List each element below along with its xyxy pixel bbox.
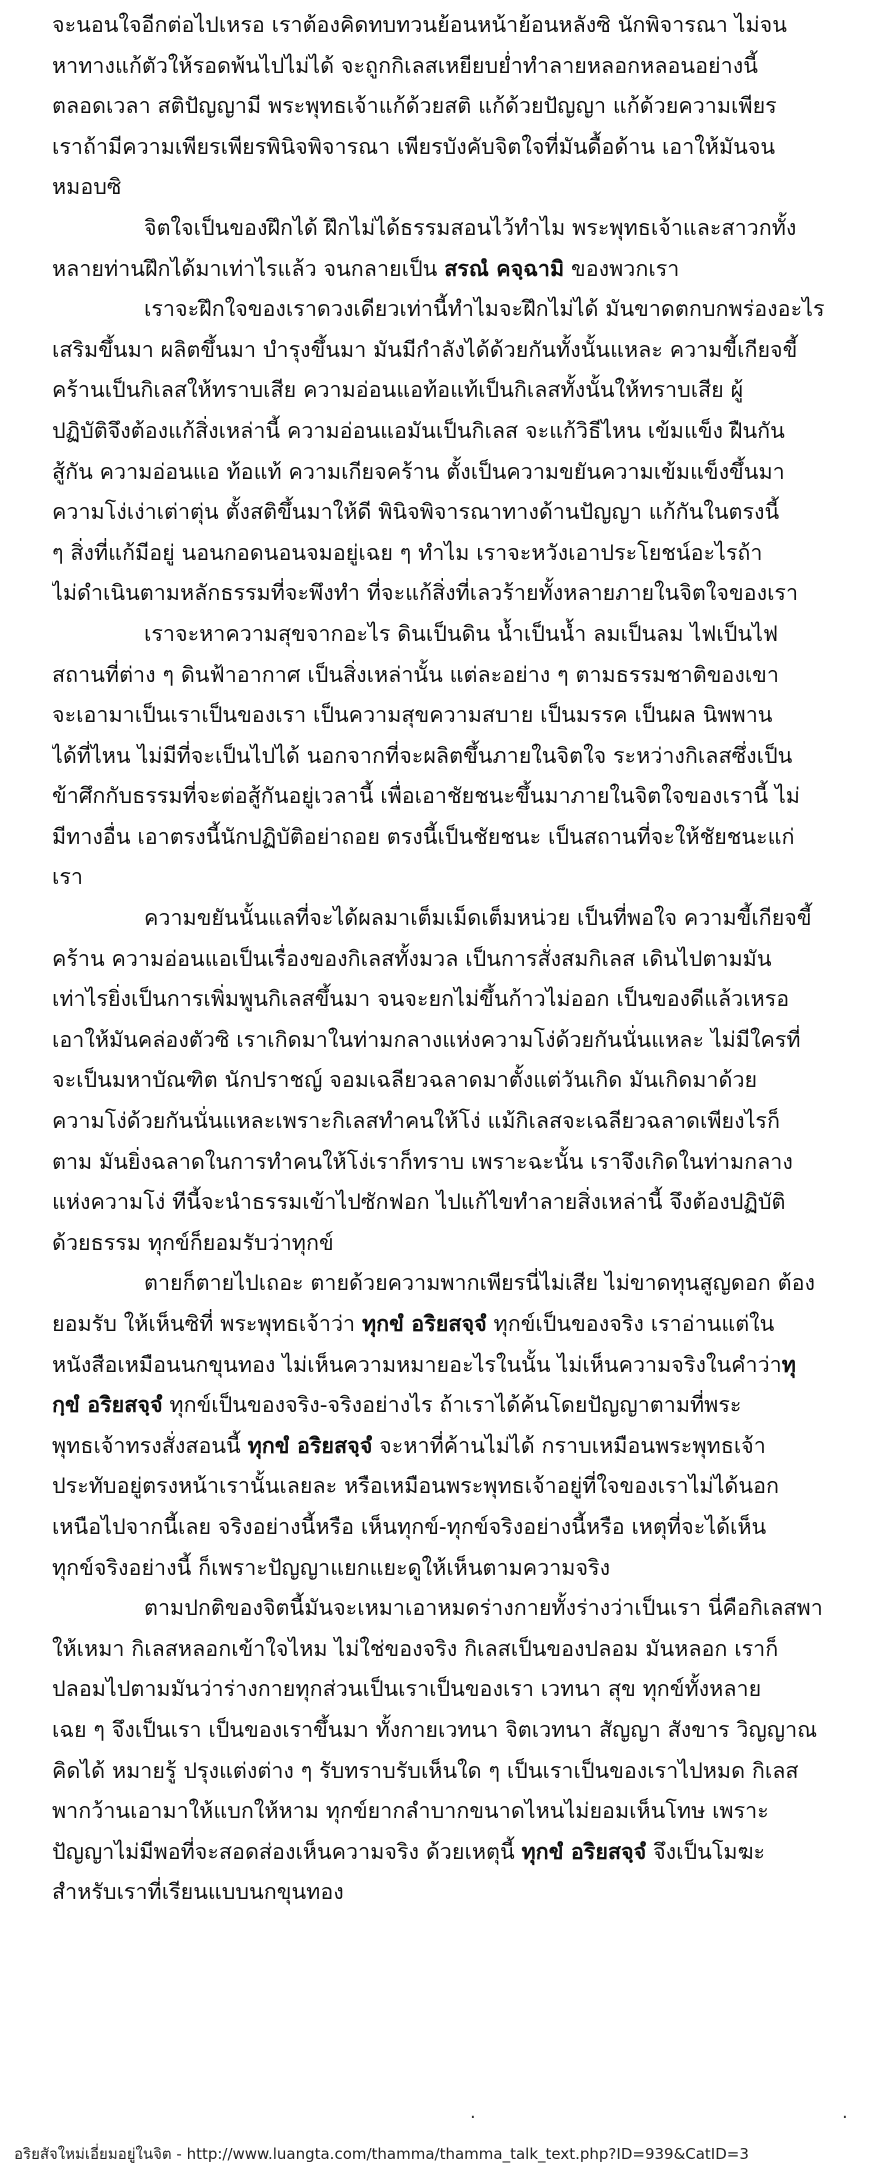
text-line: ความโง่ด้วยกันนั่นแหละเพราะกิเลสทำคนให้โง่ แม้กิเลสจะเฉลียวฉลาดเพียงไรก็ [52,1109,780,1135]
text-line: คร้าน ความอ่อนแอเป็นเรื่องของกิเลสทั้งมวล เป็นการสั่งสมกิเลส เดินไปตามมัน [52,946,772,972]
text-line: เราถ้ามีความเพียรเพียรพินิจพิจารณา เพียรบังคับจิตใจที่มันดื้อด้าน เอาให้มันจน [52,134,776,160]
text-line: ความขยันนั้นแลที่จะได้ผลมาเต็มเม็ดเต็มหน่วย เป็นที่พอใจ ความขี้เกียจขี้ [144,906,812,932]
text-run: ทุกข์เป็นของจริง-จริงอย่างไร ถ้าเราได้ค้นโดยปัญญาตามที่พระ [162,1393,742,1419]
text-line: เสริมขึ้นมา ผลิตขึ้นมา บำรุงขึ้นมา มันมีกำลังได้ด้วยกันทั้งนั้นแหละ ความขี้เกียจขี้ [52,337,798,363]
text-line: เราจะหาความสุขจากอะไร ดินเป็นดิน น้ำเป็นน้ำ ลมเป็นลม ไฟเป็นไฟ [144,621,779,647]
text-run: หนังสือเหมือนนกขุนทอง ไม่เห็นความหมายอะไรในนั้น ไม่เห็นความจริงในคำว่า [52,1352,782,1378]
text-line: ประทับอยู่ตรงหน้าเรานั้นเลยละ หรือเหมือนพระพุทธเจ้าอยู่ที่ใจของเราไม่ได้นอก [52,1474,780,1500]
text-line: สำหรับเราที่เรียนแบบนกขุนทอง [52,1880,344,1906]
text-line: เอาให้มันคล่องตัวซิ เราเกิดมาในท่ามกลางแห่งความโง่ด้วยกันนั่นแหละ ไม่มีใครที่ [52,1027,801,1053]
text-run: จะหาที่ค้านไม่ได้ กราบเหมือนพระพุทธเจ้า [372,1433,766,1459]
text-line: ตายก็ตายไปเถอะ ตายด้วยความพากเพียรนี่ไม่เสีย ไม่ขาดทุนสูญดอก ต้อง [144,1271,816,1297]
text-line: ตามปกติของจิตนี้มันจะเหมาเอาหมดร่างกายทั้งร่างว่าเป็นเรา นี่คือกิเลสพา [144,1596,823,1622]
text-run: พุทธเจ้าทรงสั่งสอนนี้ [52,1433,248,1459]
text-line [52,1386,864,1427]
text-line: หมอบซิ [52,175,122,201]
text-line: จะนอนใจอีกต่อไปเหรอ เราต้องคิดทบทวนย้อนหน้าย้อนหลังซิ นักพิจารณา ไม่จน [52,13,787,38]
text-line: แห่งความโง่ ทีนี้จะนำธรรมเข้าไปซักฟอก ไปแก้ไขทำลายสิ่งเหล่านี้ จึงต้องปฏิบัติ [52,1190,786,1216]
body-text [52,6,864,1914]
text-line: หาทางแก้ตัวให้รอดพ้นไปไม่ได้ จะถูกกิเลสเหยียบย่ำทำลายหลอกหลอนอย่างนี้ [52,53,758,79]
text-line [52,1833,864,1874]
text-run: หลายท่านฝึกได้มาเท่าไรแล้ว จนกลายเป็น [52,256,445,282]
text-run: จึงเป็นโมฆะ [646,1839,766,1865]
text-line [52,1305,864,1346]
text-line: จิตใจเป็นของฝึกได้ ฝึกไม่ได้ธรรมสอนไว้ทำไม พระพุทธเจ้าและสาวกทั้ง [144,215,797,241]
stray-mark: . [842,2102,848,2123]
text-line [52,250,864,291]
text-line: เท่าไรยิ่งเป็นการเพิ่มพูนกิเลสขึ้นมา จนจะยกไม่ขึ้นก้าวไม่ออก เป็นของดีแล้วเหรอ [52,987,790,1013]
text-line [52,1427,864,1468]
text-line: จะเป็นมหาบัณฑิต นักปราชญ์ จอมเฉลียวฉลาดมาตั้งแต่วันเกิด มันเกิดมาด้วย [52,1068,758,1094]
bold-term: กฺขํ อริยสจฺจํ [52,1393,163,1419]
text-line: มีทางอื่น เอาตรงนี้นักปฏิบัติอย่าถอย ตรงนี้เป็นชัยชนะ เป็นสถานที่จะให้ชัยชนะแก่ [52,824,795,850]
bold-term: ทุกขํ อริยสจฺจํ [361,1312,487,1337]
bold-term: สรณํ คจฺฉามิ [444,256,565,282]
text-line: พากว้านเอามาให้แบกให้หาม ทุกข์ยากลำบากขนาดไหนไม่ยอมเห็นโทษ เพราะ [52,1799,769,1825]
text-line: ได้ที่ไหน ไม่มีที่จะเป็นไปได้ นอกจากที่จะผลิตขึ้นภายในจิตใจ ระหว่างกิเลสซึ่งเป็น [52,743,793,769]
text-line: ตาม มันยิ่งฉลาดในการทำคนให้โง่เราก็ทราบ เพราะฉะนั้น เราจึงเกิดในท่ามกลาง [52,1149,793,1175]
text-line: คิดได้ หมายรู้ ปรุงแต่งต่าง ๆ รับทราบรับเห็นใด ๆ เป็นเราเป็นของเราไปหมด กิเลส [52,1758,799,1784]
footer-source: อริยสัจใหม่เอี่ยมอยู่ในจิต - http://www.luangta.com/thamma/thamma_talk_text.php?ID=939&CatID=3 [14,2145,749,2163]
text-line: จะเอามาเป็นเราเป็นของเรา เป็นความสุขความสบาย เป็นมรรค เป็นผล นิพพาน [52,703,773,729]
text-line: ทุกข์จริงอย่างนี้ ก็เพราะปัญญาแยกแยะดูให้เห็นตามความจริง [52,1555,611,1581]
text-line: ตลอดเวลา สติปัญญามี พระพุทธเจ้าแก้ด้วยสติ แก้ด้วยปัญญา แก้ด้วยความเพียร [52,94,777,120]
text-line: ปฏิบัติจึงต้องแก้สิ่งเหล่านี้ ความอ่อนแอมันเป็นกิเลส จะแก้วิธีไหน เข้มแข็ง ฝืนกัน [52,418,785,444]
bold-term: ทุ [781,1352,796,1378]
text-line [52,1346,864,1387]
bold-term: ทุกขํ อริยสจฺจํ [247,1433,373,1459]
text-line: สู้กัน ความอ่อนแอ ท้อแท้ ความเกียจคร้าน ตั้งเป็นความขยันความเข้มแข็งขึ้นมา [52,459,785,485]
text-line: ข้าศึกกับธรรมที่จะต่อสู้กันอยู่เวลานี้ เพื่อเอาชัยชนะขึ้นมาภายในจิตใจของเรานี้ ไม่ [52,784,800,810]
text-run: ของพวกเรา [564,256,680,282]
stray-mark: . [470,2102,476,2123]
text-line: สถานที่ต่าง ๆ ดินฟ้าอากาศ เป็นสิ่งเหล่านั้น แต่ละอย่าง ๆ ตามธรรมชาติของเขา [52,662,779,688]
text-run: ทุกข์เป็นของจริง เราอ่านแต่ใน [486,1312,775,1337]
text-line: ปลอมไปตามมันว่าร่างกายทุกส่วนเป็นเราเป็นของเรา เวทนา สุข ทุกข์ทั้งหลาย [52,1677,762,1703]
text-line: ๆ สิ่งที่แก้มีอยู่ นอนกอดนอนจมอยู่เฉย ๆ ทำไม เราจะหวังเอาประโยชน์อะไรถ้า [52,540,763,566]
text-line: เฉย ๆ จึงเป็นเรา เป็นของเราขึ้นมา ทั้งกายเวทนา จิตเวทนา สัญญา สังขาร วิญญาณ [52,1717,818,1743]
text-line: ให้เหมา กิเลสหลอกเข้าใจไหม ไม่ใช่ของจริง กิเลสเป็นของปลอม มันหลอก เราก็ [52,1636,779,1662]
text-line: เราจะฝึกใจของเราดวงเดียวเท่านี้ทำไมจะฝึกไม่ได้ มันขาดตกบกพร่องอะไร [144,297,825,323]
text-line: ไม่ดำเนินตามหลักธรรมที่จะพึงทำ ที่จะแก้สิ่งที่เลวร้ายทั้งหลายภายในจิตใจของเรา [52,581,799,607]
text-line: เรา [52,865,83,891]
text-line: เหนือไปจากนี้เลย จริงอย่างนี้หรือ เห็นทุกข์-ทุกข์จริงอย่างนี้หรือ เหตุที่จะได้เห็น [52,1514,767,1540]
bold-term: ทุกขํ อริยสจฺจํ [521,1839,647,1865]
text-line: ความโง่เง่าเต่าตุ่น ตั้งสติขึ้นมาให้ดี พินิจพิจารณาทางด้านปัญญา แก้กันในตรงนี้ [52,500,780,526]
text-run: ปัญญาไม่มีพอที่จะสอดส่องเห็นความจริง ด้วยเหตุนี้ [52,1839,522,1865]
text-line: ด้วยธรรม ทุกข์ก็ยอมรับว่าทุกข์ [52,1230,334,1256]
text-run: ยอมรับ ให้เห็นซิที่ พระพุทธเจ้าว่า [52,1312,362,1337]
text-line: คร้านเป็นกิเลสให้ทราบเสีย ความอ่อนแอท้อแท้เป็นกิเลสทั้งนั้นให้ทราบเสีย ผู้ [52,378,744,404]
